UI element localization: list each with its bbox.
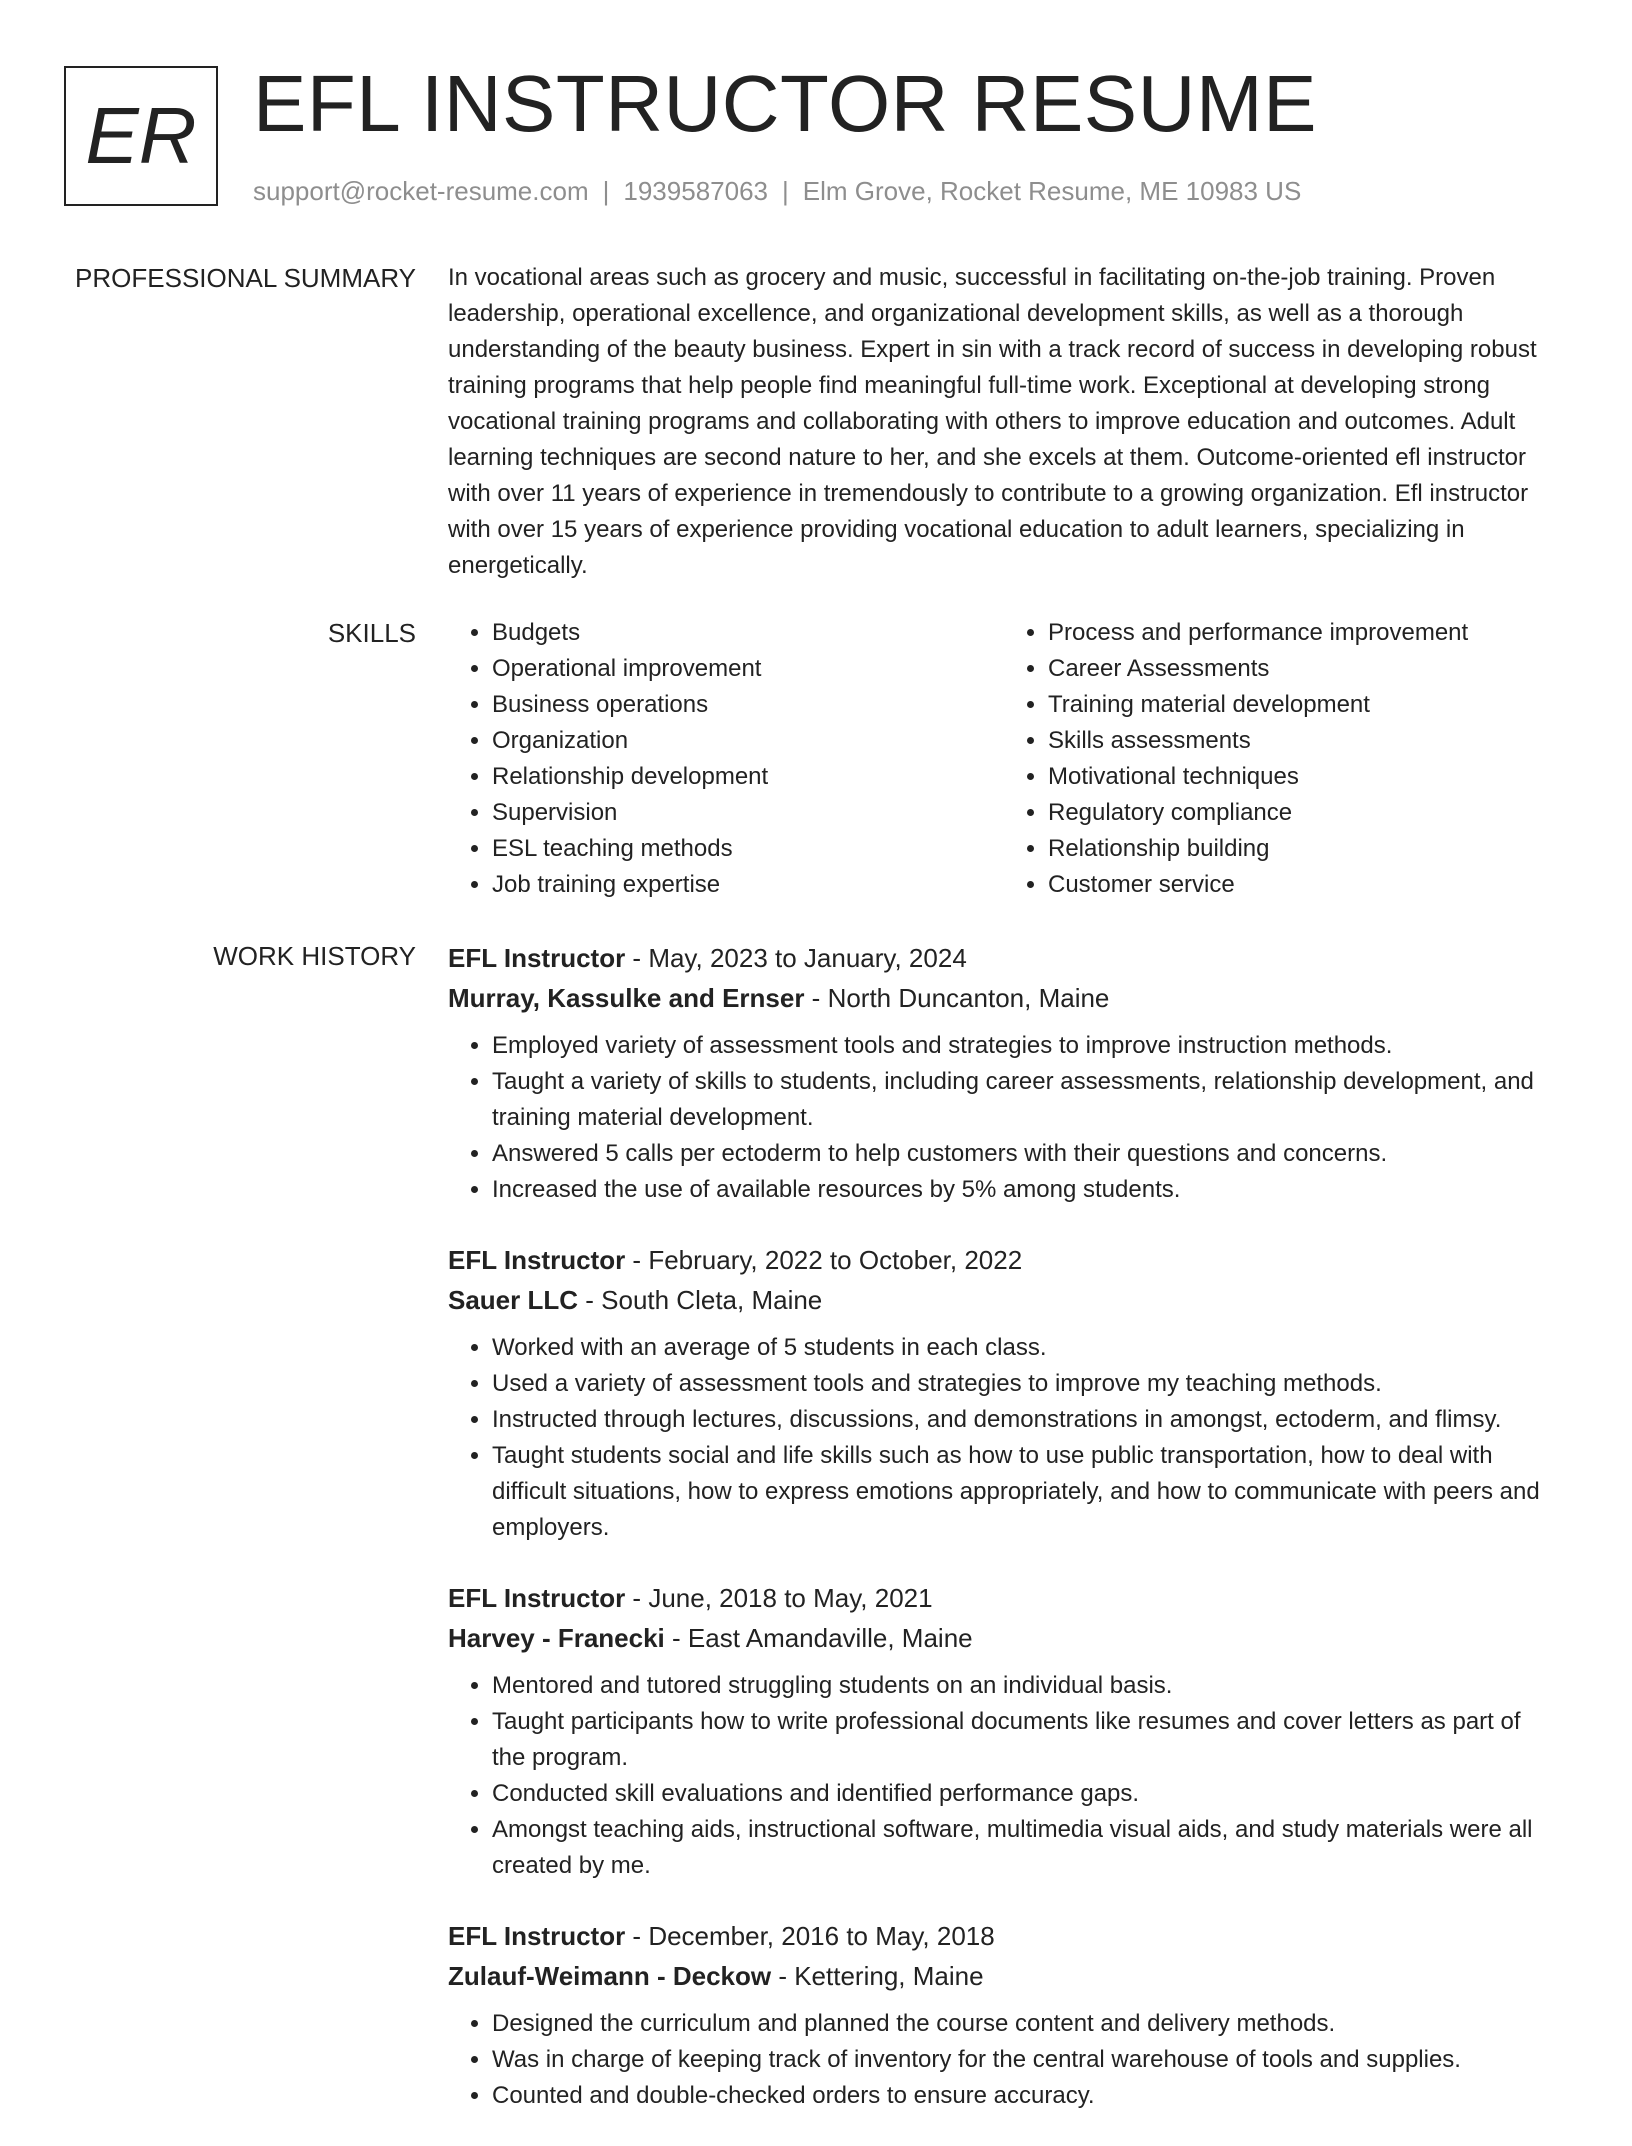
job-dates: December, 2016 to May, 2018 [648, 1921, 995, 1951]
job-dates: June, 2018 to May, 2021 [648, 1583, 933, 1613]
job-bullet: • Employed variety of assessment tools and strategies to improve instruction methods. [492, 1028, 1560, 1064]
job-bullet: • Counted and double-checked orders to ensure accuracy. [492, 2078, 1560, 2114]
job-company-line: Harvey - Franecki - East Amandaville, Maine [448, 1623, 973, 1653]
contact-phone[interactable]: 1939587063 [623, 176, 768, 206]
job-company: Murray, Kassulke and Ernser [448, 983, 805, 1013]
job-bullet: • Mentored and tutored struggling students on an individual basis. [492, 1668, 1560, 1704]
job-title: EFL Instructor [448, 943, 626, 973]
job-entry [448, 1240, 1560, 1546]
job-title-line: EFL Instructor - May, 2023 to January, 2024 [448, 943, 967, 973]
contact-line [253, 174, 1301, 208]
job-title-line: EFL Instructor - December, 2016 to May, 2018 [448, 1921, 995, 1951]
job-bullet: • Used a variety of assessment tools and strategies to improve my teaching methods. [492, 1366, 1560, 1402]
job-entry [448, 1578, 1560, 1884]
skill-item: • Business operations [492, 687, 1004, 723]
job-bullet: • Amongst teaching aids, instructional software, multimedia visual aids, and study materials were all created by me. [492, 1812, 1560, 1884]
job-title: EFL Instructor [448, 1245, 626, 1275]
skill-item: • Supervision [492, 795, 1004, 831]
job-company-line: Sauer LLC - South Cleta, Maine [448, 1285, 823, 1315]
job-bullet: • Instructed through lectures, discussions, and demonstrations in amongst, ectoderm, and flimsy. [492, 1402, 1560, 1438]
job-bullet: • Increased the use of available resources by 5% among students. [492, 1172, 1560, 1208]
job-dates: February, 2022 to October, 2022 [648, 1245, 1023, 1275]
job-bullet: • Taught students social and life skills such as how to use public transportation, how to deal with difficult situations, how to express emotions appropriately, and how to communicate with peers and employers. [492, 1438, 1560, 1546]
job-entry [448, 938, 1560, 1208]
job-company: Sauer LLC [448, 1285, 579, 1315]
job-bullet: • Was in charge of keeping track of inventory for the central warehouse of tools and supplies. [492, 2042, 1560, 2078]
skill-item: • Budgets [492, 615, 1004, 651]
contact-email[interactable]: support@rocket-resume.com [253, 176, 589, 206]
job-location: North Duncanton, Maine [827, 983, 1110, 1013]
job-bullet: • Conducted skill evaluations and identified performance gaps. [492, 1776, 1560, 1812]
contact-separator: | [602, 176, 610, 206]
skill-item: • Training material development [1048, 687, 1560, 723]
contact-separator: | [782, 176, 789, 206]
resume-title: EFL INSTRUCTOR RESUME [253, 59, 1317, 148]
job-bullet: • Designed the curriculum and planned the course content and delivery methods. [492, 2006, 1560, 2042]
job-location: Kettering, Maine [794, 1961, 984, 1991]
monogram-badge: ER [64, 66, 218, 206]
skill-item: • Relationship building [1048, 831, 1560, 867]
job-bullet-list [448, 1330, 1560, 1546]
contact-address: Elm Grove, Rocket Resume, ME 10983 US [802, 176, 1302, 206]
job-company-line: Zulauf-Weimann - Deckow - Kettering, Maine [448, 1961, 984, 1991]
summary-text: In vocational areas such as grocery and music, successful in facilitating on-the-job training. Proven leadership, operational excellence, and organizational development skills, as well as a thorough understanding of the beauty business. Expert in sin with a track record of success in developing robust training programs that help people find meaningful full-time work. Exceptional at developing strong vocational training programs and collaborating with others to improve education and outcomes. Adult learning techniques are second nature to her, and she excels at them. Outcome-oriented efl instructor with over 11 years of experience in tremendously to contribute to a growing organization. Efl instructor with over 15 years of experience providing vocational education to adult learners, specializing in energetically. [448, 264, 1537, 579]
job-entry [448, 1916, 1560, 2114]
skill-item: • Process and performance improvement [1048, 615, 1560, 651]
job-company: Zulauf-Weimann - Deckow [448, 1961, 772, 1991]
job-bullet-list [448, 2006, 1560, 2114]
job-title: EFL Instructor [448, 1583, 626, 1613]
job-dates: May, 2023 to January, 2024 [648, 943, 967, 973]
section-label-summary: PROFESSIONAL SUMMARY [75, 263, 416, 293]
skills-list-right [1004, 615, 1560, 903]
skill-item: • Customer service [1048, 867, 1560, 903]
skill-item: • Skills assessments [1048, 723, 1560, 759]
job-title-line: EFL Instructor - February, 2022 to October, 2022 [448, 1245, 1023, 1275]
section-label-skills: SKILLS [327, 618, 416, 648]
job-bullet: • Answered 5 calls per ectoderm to help customers with their questions and concerns. [492, 1136, 1560, 1172]
job-location: South Cleta, Maine [601, 1285, 823, 1315]
job-title: EFL Instructor [448, 1921, 626, 1951]
skill-item: • Motivational techniques [1048, 759, 1560, 795]
job-company-line: Murray, Kassulke and Ernser - North Duncanton, Maine [448, 983, 1110, 1013]
job-company: Harvey - Franecki [448, 1623, 665, 1653]
skill-item: • Regulatory compliance [1048, 795, 1560, 831]
section-label-work: WORK HISTORY [213, 941, 416, 971]
job-bullet: • Taught participants how to write professional documents like resumes and cover letters as part of the program. [492, 1704, 1560, 1776]
job-bullet-list [448, 1028, 1560, 1208]
skill-item: • Job training expertise [492, 867, 1004, 903]
job-title-line: EFL Instructor - June, 2018 to May, 2021 [448, 1583, 933, 1613]
skill-item: • Operational improvement [492, 651, 1004, 687]
job-bullet: • Taught a variety of skills to students, including career assessments, relationship development, and training material development. [492, 1064, 1560, 1136]
skill-item: • Career Assessments [1048, 651, 1560, 687]
skills-list-left [448, 615, 1004, 903]
skill-item: • Relationship development [492, 759, 1004, 795]
job-bullet-list [448, 1668, 1560, 1884]
job-bullet: • Worked with an average of 5 students in each class. [492, 1330, 1560, 1366]
skill-item: • ESL teaching methods [492, 831, 1004, 867]
job-location: East Amandaville, Maine [687, 1623, 973, 1653]
skill-item: • Organization [492, 723, 1004, 759]
